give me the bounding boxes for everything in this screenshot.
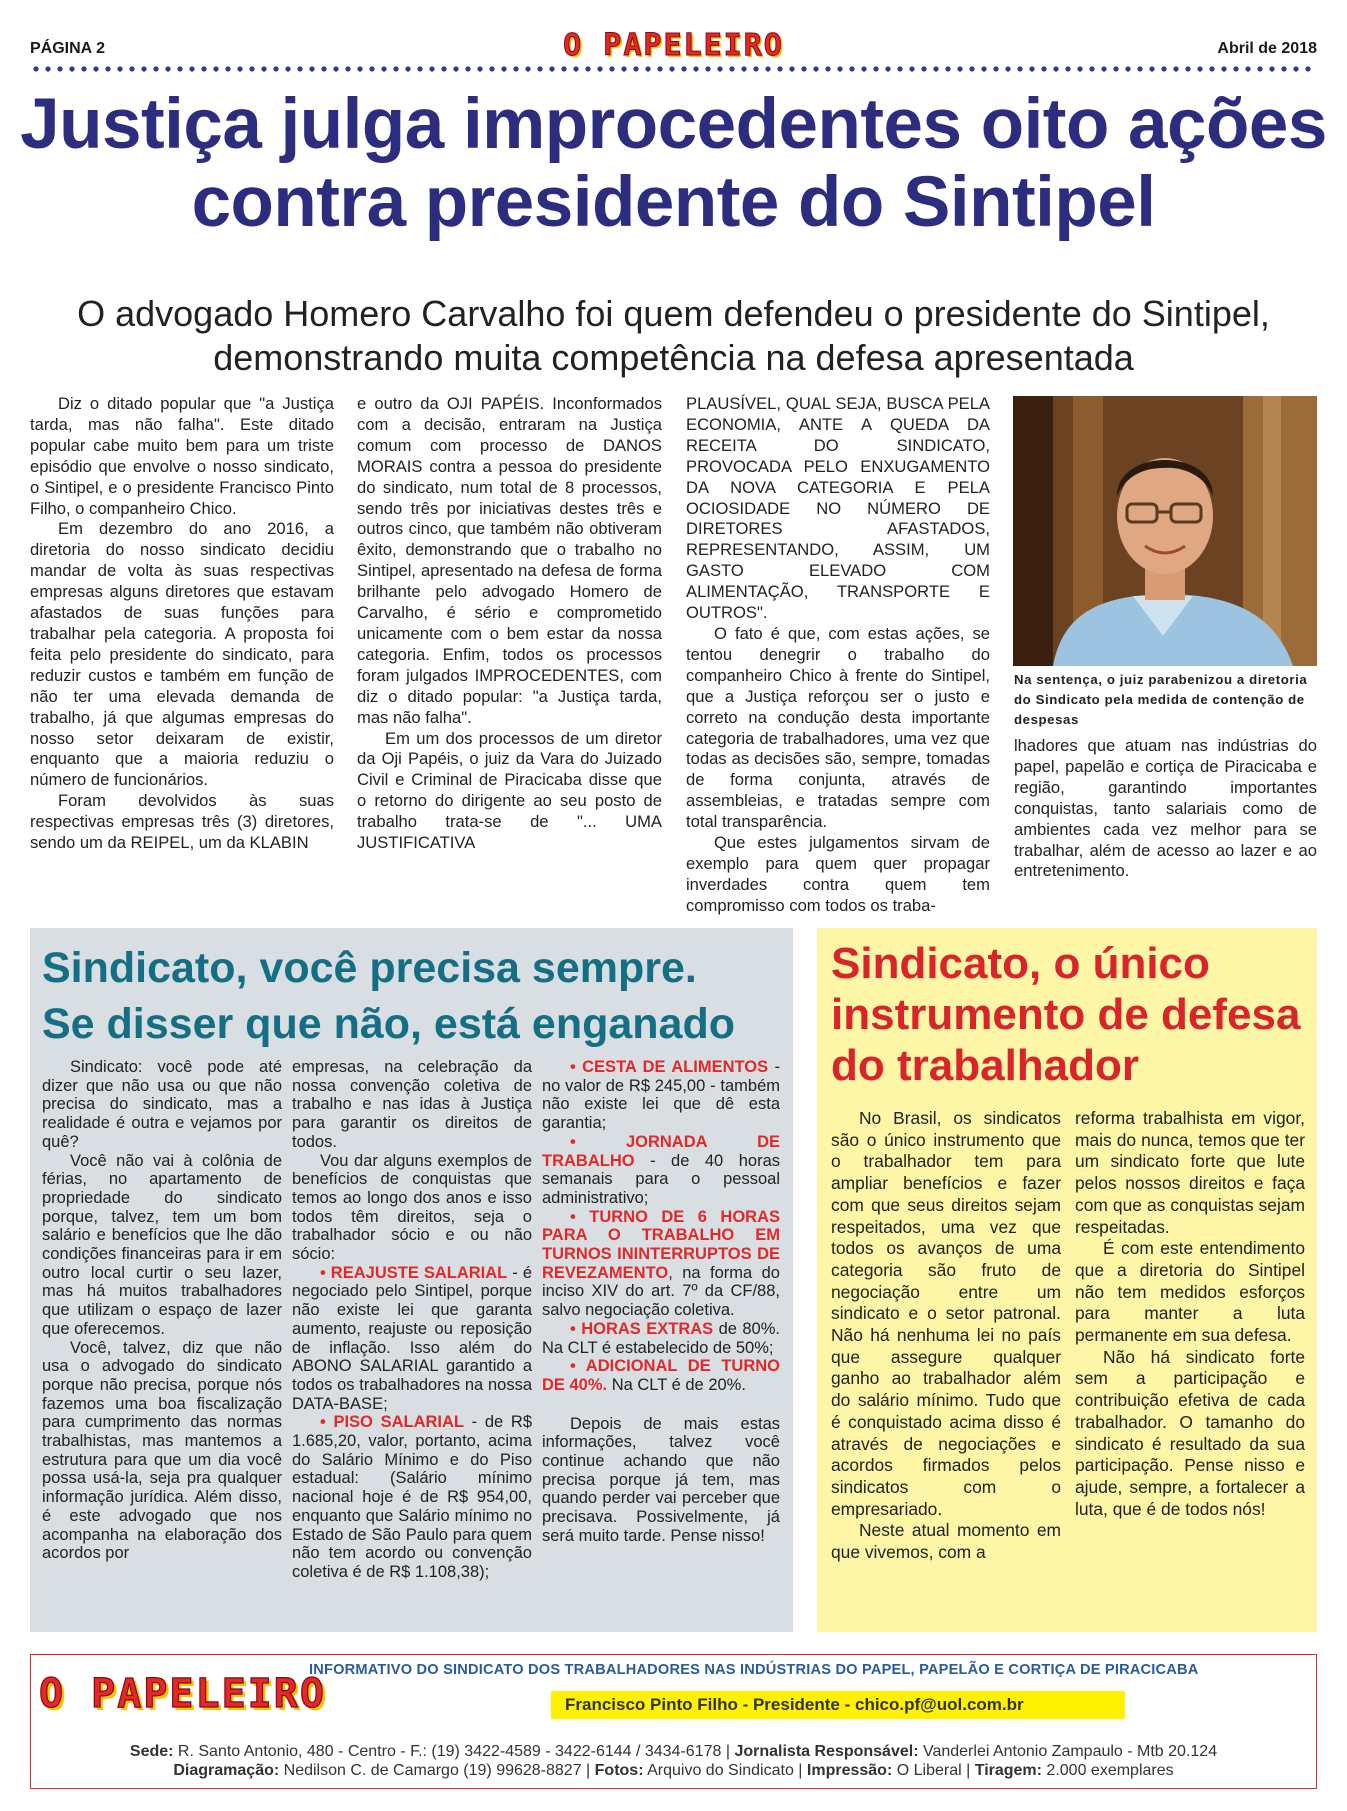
paragraph: Em um dos processos de um diretor da Oji Papéis, o juiz da Vara do Juizado Civil e Criminal de Piracicaba disse que o retorno do dirigente ao seu posto de trabalho trata-se de "... UMA JUSTIFICATIVA (357, 728, 662, 853)
credit-text: 2.000 exemplares (1041, 1762, 1174, 1779)
article-column-1 (30, 394, 334, 854)
issue-date: Abril de 2018 (1217, 40, 1317, 57)
paragraph: Que estes julgamentos sirvam de exemplo para quem quer propagar inverdades contra quem tem compromisso com todos os traba- (686, 833, 990, 915)
credit-text: R. Santo Antonio, 480 - Centro - F.: (19) 3422-4589 - 3422-6144 / 3434-6178 | (173, 1743, 735, 1760)
credits-line-2 (31, 1761, 1316, 1780)
benefit-text: Na CLT é de 20%. (607, 1375, 746, 1394)
footer-logo: O PAPELEIRO (39, 1671, 326, 1717)
credit-label: Jornalista Responsável: (734, 1743, 919, 1760)
paragraph: e outro da OJI PAPÉIS. Inconformados com a decisão, entraram na Justiça comum com processo de DANOS MORAIS contra a pessoa do presidente do sindicato, num total de 8 processos, sendo três por iniciativas destes três e outros cinco, que também não obtiveram êxito, demonstrando que o trabalho no Sintipel, apresentado na defesa de forma brilhante pelo advogado Homero de Carvalho, é sério e comprometido unicamente com o bem estar da nossa categoria. Enfim, todos os processos foram julgados IMPROCEDENTES, com diz o ditado popular: "a Justiça tarda, mas não falha". (357, 394, 662, 727)
dotted-divider (30, 66, 1317, 72)
photo-caption: Na sentença, o juiz parabenizou a diretoria do Sindicato pela medida de contenção de despesas (1014, 672, 1308, 727)
paragraph: Diz o ditado popular que "a Justiça tarda, mas não falha". Este ditado popular cabe muito bem para um triste episódio que envolve o nosso sindicato, o Sintipel, e o presidente Francisco Pinto Filho, o companheiro Chico. (30, 394, 334, 518)
benefit-adicional (542, 1357, 780, 1394)
newspaper-logo: O PAPELEIRO (563, 28, 784, 63)
paragraph: lhadores que atuam nas indústrias do papel, papelão e cortiça de Piracicaba e região, garantindo importantes conquistas, tanto salariais como de ambientes cada vez melhor para se trabalhar, além de acesso ao lazer e ao entretenimento. (1014, 736, 1317, 881)
benefit-label: • HORAS EXTRAS (570, 1319, 714, 1338)
benefit-text: de 80%. Na CLT é estabelecido de 50%; (542, 1319, 780, 1357)
paragraph: O fato é que, com estas ações, se tentou denegrir o trabalho do companheiro Chico à frente do Sintipel, que a Justiça reforçou ser o justo e correto na condução desta importante categoria de trabalhadores, uma vez que todas as decisões são, sempre, tomadas de forma conjunta, através de assembleias, e tratadas sempre com total transparência. (686, 623, 990, 832)
credit-label: Sede: (129, 1743, 174, 1760)
paragraph: Foram devolvidos às suas respectivas empresas três (3) diretores, sendo um da REIPEL, um da KLABIN (30, 791, 334, 853)
benefit-jornada (542, 1133, 780, 1208)
credit-label: Fotos: (594, 1762, 644, 1779)
box2-column-2 (1075, 1108, 1305, 1520)
credits (31, 1742, 1316, 1780)
paragraph: reforma trabalhista em vigor, mais do nunca, temos que ter um sindicato forte que lute pelos nossos direitos e faça com que as conquistas sejam respeitadas. (1075, 1108, 1305, 1237)
benefit-text: - de 40 horas semanais para o pessoal administrativo; (542, 1151, 780, 1207)
paragraph: Depois de mais estas informações, talvez você continue achando que não precisa porque já tem, mas quando perder vai perceber que precisava. Possivelmente, já será muito tarde. Pense nisso! (542, 1414, 780, 1545)
credit-text: Vanderlei Antonio Zampaulo - Mtb 20.124 (918, 1743, 1218, 1760)
paragraph: No Brasil, os sindicatos são o único instrumento que o trabalhador tem para ampliar benefícios e fazer com que seus direitos sejam respeitados, uma vez que todos os avanços de uma categoria são fruto de negociação entre um sindicato e o setor patronal. Não há nenhuma lei no país que assegure qualquer ganho ao trabalhador além do salário mínimo. Tudo que é conquistado acima disso é através de negociações e acordos firmados pelos sindicatos com o empresariado. (831, 1108, 1061, 1519)
paragraph: É com este entendimento que a diretoria do Sintipel não tem medidos esforços para manter a luta permanente em sua defesa. (1075, 1238, 1305, 1346)
page-number: PÁGINA 2 (30, 40, 105, 57)
president-contact: Presidente - chico.pf@uol.com.br (748, 1695, 1024, 1714)
paragraph: Sindicato: você pode até dizer que não usa ou que não precisa do sindicato, mas a realidade é outra e vejamos por quê? (42, 1058, 282, 1151)
benefit-text: - no valor de R$ 245,00 - também não existe lei que dê esta garantia; (542, 1058, 780, 1133)
box1-title-line: Se disser que não, está enganado (42, 1000, 735, 1048)
president-name: Francisco Pinto Filho - (565, 1695, 749, 1714)
box1-column-3 (542, 1058, 780, 1546)
credit-text: Arquivo do Sindicato | (643, 1762, 807, 1779)
benefit-reajuste (292, 1264, 532, 1414)
paragraph: Em dezembro do ano 2016, a diretoria do nosso sindicato decidiu mandar de volta às suas respectivas empresas alguns diretores que estavam afastados de suas funções para trabalhar pela categoria. A proposta foi feita pelo presidente do sindicato, para reduzir custos e também em função de não ter uma elevada demanda de trabalho, já que algumas empresas do nosso setor deixaram de existir, enquanto que a maioria reduziu o número de funcionários. (30, 519, 334, 790)
box1-title (42, 940, 783, 1052)
article-column-2 (357, 394, 662, 854)
benefit-label: • REAJUSTE SALARIAL (320, 1263, 508, 1282)
benefit-horas-extras (542, 1320, 780, 1357)
paragraph: Neste atual momento em que vivemos, com a (831, 1520, 1061, 1563)
sidebar-box-unico-instrumento (817, 928, 1317, 1632)
box1-column-1 (42, 1058, 282, 1563)
article-column-3 (686, 394, 990, 917)
benefit-text: - é negociado pelo Sintipel, porque não existe lei que garanta aumento, reajuste ou reposição de inflação. Isso além do ABONO SALARIAL garantido a todos os trabalhadores na nossa DATA-BASE; (292, 1263, 532, 1413)
box2-title (831, 938, 1307, 1091)
benefit-cesta (542, 1058, 780, 1133)
sidebar-box-sindicato-precisa (30, 928, 793, 1632)
masthead-footer (30, 1654, 1317, 1789)
credit-label: Tiragem: (974, 1762, 1042, 1779)
article-column-4 (1014, 736, 1317, 882)
box2-title-line: instrumento de defesa (831, 990, 1301, 1039)
box2-title-line: do trabalhador (831, 1041, 1140, 1090)
informativo-line: INFORMATIVO DO SINDICATO DOS TRABALHADORES NAS INDÚSTRIAS DO PAPEL, PAPELÃO E CORTIÇA DE PIRACICABA (309, 1662, 1199, 1678)
paragraph: empresas, na celebração da nossa convenção coletiva de trabalho e nas idas à Justiça para garantir os direitos de todos. (292, 1058, 532, 1151)
benefit-label: • CESTA DE ALIMENTOS (570, 1058, 769, 1076)
credit-text: Nedilson C. de Camargo (19) 99628-8827 | (279, 1762, 595, 1779)
benefit-turno (542, 1208, 780, 1320)
portrait-illustration (1013, 396, 1317, 666)
benefit-label: • TURNO DE 6 HORAS PARA O TRABALHO EM TURNOS ININTERRUPTOS DE REVEZAMENTO (542, 1207, 780, 1282)
paragraph: PLAUSÍVEL, QUAL SEJA, BUSCA PELA ECONOMIA, ANTE A QUEDA DA RECEITA DO SINDICATO, PROVOCADA PELO ENXUGAMENTO DA NOVA CATEGORIA E PELA OCIOSIDADE NO NÚMERO DE DIRETORES AFASTADOS, REPRESENTANDO, ASSIM, UM GASTO ELEVADO COM ALIMENTAÇÃO, TRANSPORTE E OUTROS". (686, 394, 990, 623)
president-photo (1013, 396, 1317, 666)
box2-column-1 (831, 1108, 1061, 1564)
paragraph: Não há sindicato forte sem a participação e contribuição efetiva de cada trabalhador. O tamanho do sindicato é resultado da sua participação. Pense nisso e ajude, sempre, a fortalecer a luta, que é de todos nós! (1075, 1346, 1305, 1519)
box2-title-line: Sindicato, o único (831, 939, 1210, 988)
box1-title-line: Sindicato, você precisa sempre. (42, 944, 697, 992)
page-header (30, 28, 1317, 62)
credits-line-1 (31, 1742, 1316, 1761)
benefit-text: - de R$ 1.685,20, valor, portanto, acima do Salário Mínimo e do Piso estadual: (Salário mínimo nacional hoje é de R$ 954,00, enquanto que Salário mínimo no Estado de São Paulo para quem não tem acordo ou convenção coletiva é de R$ 1.108,38); (292, 1413, 532, 1581)
benefit-piso (292, 1413, 532, 1581)
credit-label: Impressão: (806, 1762, 893, 1779)
benefit-text: , na forma do inciso XIV do art. 7º da CF/88, salvo negociação coletiva. (542, 1263, 780, 1320)
benefit-label: • PISO SALARIAL (320, 1413, 464, 1432)
benefit-label: • JORNADA DE TRABALHO (542, 1132, 780, 1170)
paragraph: Vou dar alguns exemplos de benefícios de conquistas que temos ao longo dos anos e isso todos têm direitos, seja o trabalhador sócio e ou não sócio: (292, 1151, 532, 1264)
article-headline: Justiça julga improcedentes oito ações contra presidente do Sintipel (20, 85, 1327, 242)
president-highlight (551, 1691, 1125, 1719)
benefit-label: • ADICIONAL DE TURNO DE 40%. (542, 1357, 780, 1394)
paragraph: Você não vai à colônia de férias, no apartamento de propriedade do sindicato porque, talvez, tem um bom salário e benefícios que lhe dão condições financeiras para ir em outro local curtir o seu lazer, mas há muitos trabalhadores que utilizam o espaço de lazer que oferecemos. (42, 1151, 282, 1338)
credit-label: Diagramação: (173, 1762, 280, 1779)
credit-text: O Liberal | (892, 1762, 975, 1779)
box1-column-2 (292, 1058, 532, 1582)
article-subhead: O advogado Homero Carvalho foi quem defendeu o presidente do Sintipel, demonstrando muita competência na defesa apresentada (77, 293, 1270, 378)
paragraph: Você, talvez, diz que não usa o advogado do sindicato porque não precisa, porque nós fazemos uma boa fiscalização para cumprimento das normas trabalhistas, mas mantemos a estrutura para que um dia você possa usá-la, seja pra qualquer informação jurídica. Além disso, é este advogado que nos acompanha na elaboração dos acordos por (42, 1338, 282, 1563)
